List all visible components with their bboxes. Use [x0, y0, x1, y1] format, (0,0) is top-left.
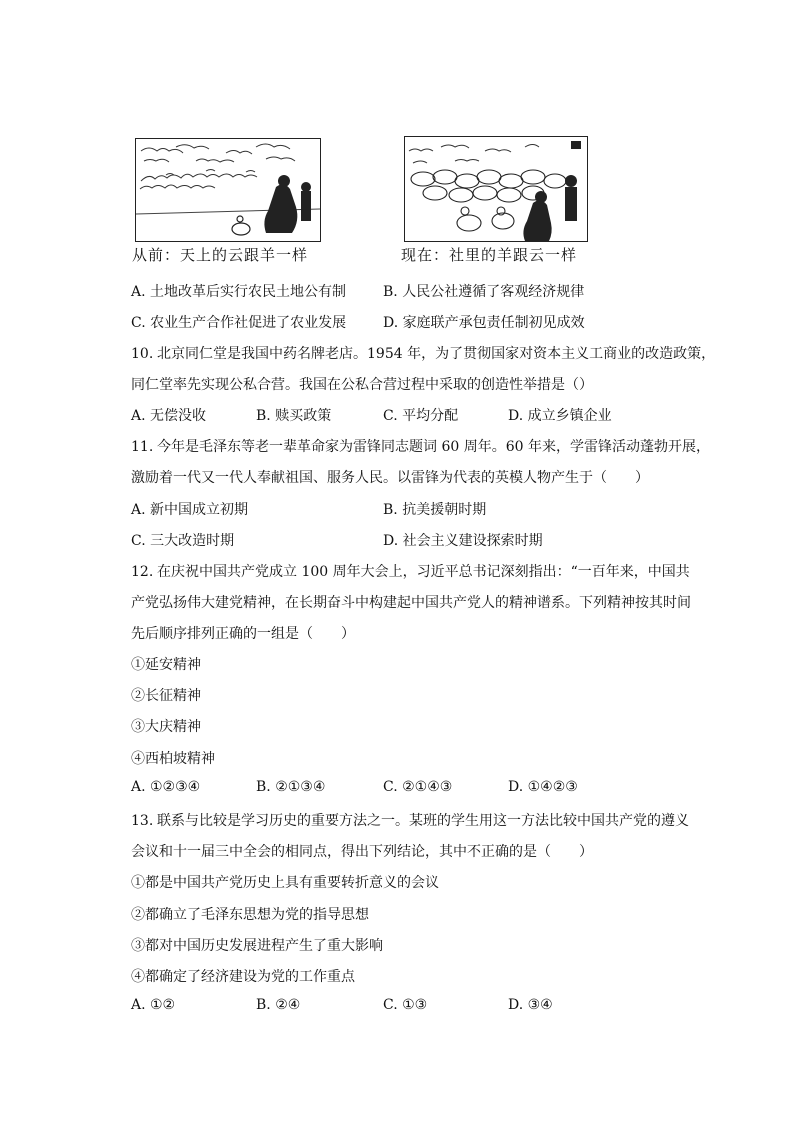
q11-option-b[interactable]: B. 抗美援朝时期 — [383, 502, 487, 518]
q13-option-a[interactable]: A. ①② — [131, 997, 176, 1013]
q11-option-a[interactable]: A. 新中国成立初期 — [131, 502, 249, 518]
right-caption: 现在：社里的羊跟云一样 — [401, 246, 578, 264]
q10-number: 10. — [131, 346, 154, 362]
q11-option-d[interactable]: D. 社会主义建设探索时期 — [383, 533, 543, 549]
q13-stem-line1 — [131, 810, 689, 830]
q10-line1: 北京同仁堂是我国中药名牌老店。1954 年，为了贯彻国家对资本主义工商业的改造政策， — [157, 346, 716, 362]
q9-option-c[interactable]: C. 农业生产合作社促进了农业发展 — [131, 315, 347, 331]
q10-option-b[interactable]: B. 赎买政策 — [256, 408, 332, 424]
q13-item: ①都是中国共产党历史上具有重要转折意义的会议 — [131, 875, 439, 891]
q13-stem-line2: 会议和十一届三中全会的相同点，得出下列结论，其中不正确的是（ ） — [131, 844, 593, 860]
q10-option-a[interactable]: A. 无偿没收 — [131, 408, 207, 424]
q10-stem-line2: 同仁堂率先实现公私合营。我国在公私合营过程中采取的创造性举措是（） — [131, 377, 593, 393]
q12-option-a[interactable]: A. ①②③④ — [131, 779, 201, 795]
q13-option-d[interactable]: D. ③④ — [508, 997, 553, 1013]
q12-item: ②长征精神 — [131, 688, 201, 704]
q11-line1: 今年是毛泽东等老一辈革命家为雷锋同志题词 60 周年。60 年来，学雷锋活动蓬勃开展， — [157, 439, 710, 455]
q12-item: ③大庆精神 — [131, 719, 201, 735]
q12-stem-line2: 产党弘扬伟大建党精神，在长期奋斗中构建起中国共产党人的精神谱系。下列精神按其时间 — [131, 595, 691, 611]
q13-option-c[interactable]: C. ①③ — [383, 997, 428, 1013]
q12-item: ④西柏坡精神 — [131, 751, 215, 767]
cartoon-before — [135, 138, 321, 242]
q13-item: ③都对中国历史发展进程产生了重大影响 — [131, 938, 383, 954]
q9-option-d[interactable]: D. 家庭联产承包责任制初见成效 — [383, 315, 585, 331]
q9-option-b[interactable]: B. 人民公社遵循了客观经济规律 — [383, 284, 585, 300]
q12-stem-line1 — [131, 561, 690, 581]
cartoon-before-drawing — [136, 139, 320, 241]
q13-item: ②都确立了毛泽东思想为党的指导思想 — [131, 907, 369, 923]
q12-option-c[interactable]: C. ②①④③ — [383, 779, 453, 795]
q13-item: ④都确定了经济建设为党的工作重点 — [131, 969, 355, 985]
q11-number: 11. — [131, 439, 154, 455]
q11-stem-line1 — [131, 436, 710, 456]
q13-line1: 联系与比较是学习历史的重要方法之一。某班的学生用这一方法比较中国共产党的遵义 — [157, 813, 689, 829]
q10-option-c[interactable]: C. 平均分配 — [383, 408, 459, 424]
q12-option-b[interactable]: B. ②①③④ — [256, 779, 326, 795]
q11-option-c[interactable]: C. 三大改造时期 — [131, 533, 235, 549]
q10-option-d[interactable]: D. 成立乡镇企业 — [508, 408, 612, 424]
q12-line1: 在庆祝中国共产党成立 100 周年大会上，习近平总书记深刻指出：“一百年来，中国共 — [157, 564, 690, 580]
q9-option-a[interactable]: A. 土地改革后实行农民土地公有制 — [131, 284, 347, 300]
q13-number: 13. — [131, 813, 154, 829]
left-caption: 从前：天上的云跟羊一样 — [132, 246, 309, 264]
q12-option-d[interactable]: D. ①④②③ — [508, 779, 578, 795]
q12-item: ①延安精神 — [131, 657, 201, 673]
q11-stem-line2: 激励着一代又一代人奉献祖国、服务人民。以雷锋为代表的英模人物产生于（ ） — [131, 470, 649, 486]
q12-stem-line3: 先后顺序排列正确的一组是（ ） — [131, 626, 355, 642]
q13-option-b[interactable]: B. ②④ — [256, 997, 301, 1013]
cartoon-now-drawing — [405, 137, 587, 241]
cartoon-now — [404, 136, 588, 242]
q10-stem-line1 — [131, 343, 715, 363]
q12-number: 12. — [131, 564, 154, 580]
